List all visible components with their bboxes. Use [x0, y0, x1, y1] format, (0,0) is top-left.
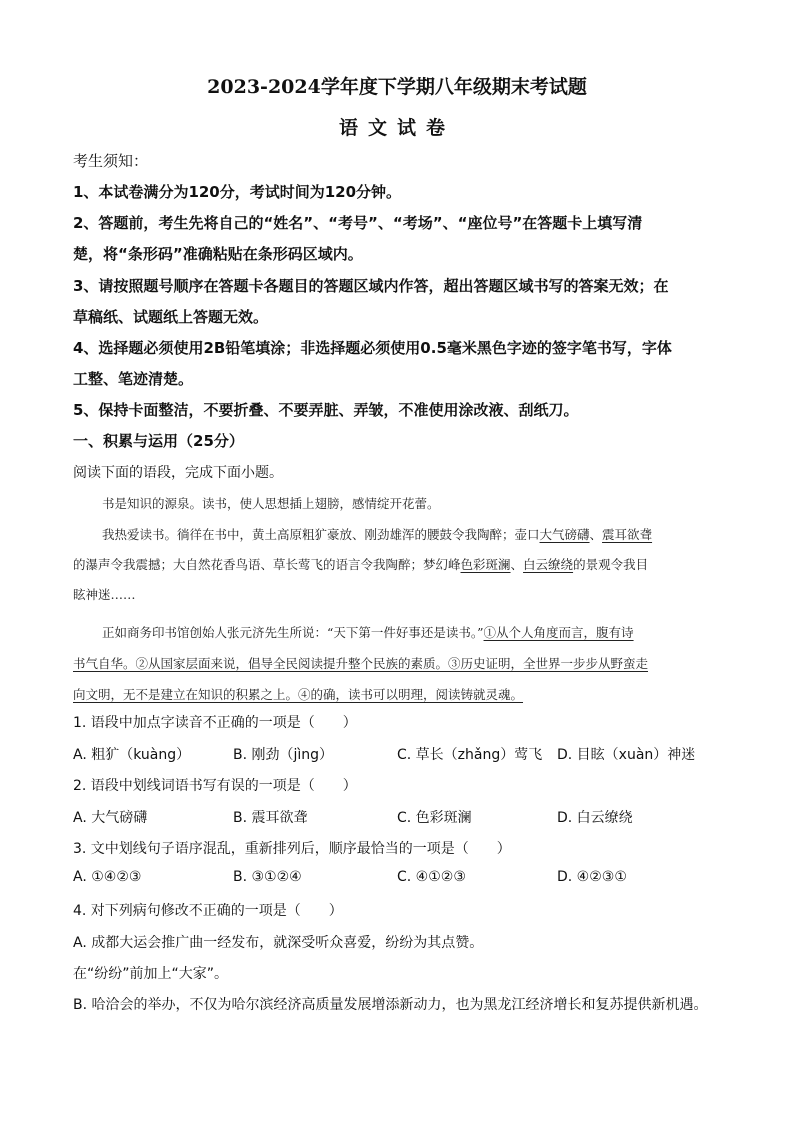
question-2-option-b[interactable]: B. 震耳欲聋	[233, 810, 308, 826]
underlined-sentence-2: 书气自华。②从国家层面来说，倡导全民阅读提升整个民族的素质。③历史证明，全世界一步步从野蛮走	[73, 656, 649, 671]
passage-text: 、	[589, 527, 603, 542]
question-3-option-c[interactable]: C. ④①②③	[397, 869, 466, 885]
passage-text: 的景观令我目	[573, 557, 649, 572]
question-2-option-c[interactable]: C. 色彩斑澜	[397, 810, 472, 826]
underlined-word-3: 色彩斑澜	[460, 557, 511, 572]
passage-line-3	[73, 555, 648, 573]
passage-text: 我热爱读书。徜徉在书中，黄土高原粗犷豪放、刚劲雄浑的腰鼓令我陶醉；壶口	[102, 527, 540, 542]
notice-item-5: 5、保持卡面整洁，不要折叠、不要弄脏、弄皱，不准使用涂改液、刮纸刀。	[73, 401, 579, 419]
passage-text: 正如商务印书馆创始人张元济先生所说：“天下第一件好事还是读书。”	[102, 625, 484, 640]
notice-item-2-cont: 楚，将“条形码”准确粘贴在条形码区域内。	[73, 245, 363, 263]
question-2-option-d[interactable]: D. 白云缭绕	[557, 810, 633, 826]
section-intro: 阅读下面的语段，完成下面小题。	[73, 465, 283, 481]
question-1-option-b[interactable]: B. 刚劲（jìng）	[233, 747, 334, 763]
passage-paragraph-1: 书是知识的源泉。读书，使人思想插上翅膀，感情绽开花蕾。	[102, 496, 440, 511]
question-2-option-a[interactable]: A. 大气磅礴	[73, 810, 148, 826]
passage-text: 的瀑声令我震撼；大自然花香鸟语、草长莺飞的语言令我陶醉；梦幻峰	[73, 557, 461, 572]
question-1-stem: 1. 语段中加点字读音不正确的一项是（ ）	[73, 715, 357, 731]
underlined-word-1: 大气磅礴	[539, 527, 590, 542]
notice-item-3: 3、请按照题号顺序在答题卡各题目的答题区域内作答，超出答题区域书写的答案无效；在	[73, 277, 669, 295]
question-1-option-a[interactable]: A. 粗犷（kuàng）	[73, 747, 191, 763]
question-4-option-a-fix: 在“纷纷”前加上“大家”。	[73, 966, 229, 982]
question-3-option-b[interactable]: B. ③①②④	[233, 869, 302, 885]
question-4-option-a[interactable]: A. 成都大运会推广曲一经发布，就深受听众喜爱，纷纷为其点赞。	[73, 935, 484, 951]
underlined-sentence-1: ①从个人角度而言，腹有诗	[483, 625, 634, 640]
question-4-stem: 4. 对下列病句修改不正确的一项是（ ）	[73, 903, 343, 919]
underlined-word-2: 震耳欲聋	[602, 527, 653, 542]
passage-line-4: 眩神迷……	[73, 587, 136, 602]
question-4-option-b[interactable]: B. 哈洽会的举办，不仅为哈尔滨经济高质量发展增添新动力，也为黑龙江经济增长和复苏提供新机遇。	[73, 997, 708, 1013]
notice-item-4-cont: 工整、笔迹清楚。	[73, 370, 194, 388]
notice-item-3-cont: 草稿纸、试题纸上答题无效。	[73, 308, 269, 326]
question-3-stem: 3. 文中划线句子语序混乱，重新排列后，顺序最恰当的一项是（ ）	[73, 841, 511, 857]
passage-text: 、	[510, 557, 524, 572]
exam-subtitle: 语文试卷	[338, 117, 455, 139]
question-1-option-c[interactable]: C. 草长（zhǎng）莺飞	[397, 747, 543, 763]
underlined-word-4: 白云缭绕	[523, 557, 574, 572]
question-3-option-a[interactable]: A. ①④②③	[73, 869, 142, 885]
question-3-option-d[interactable]: D. ④②③①	[557, 869, 627, 885]
question-2-stem: 2. 语段中划线词语书写有误的一项是（ ）	[73, 778, 357, 794]
passage-line-5	[102, 623, 634, 641]
notice-item-4: 4、选择题必须使用2B铅笔填涂；非选择题必须使用0.5毫米黑色字迹的签字笔书写，字体	[73, 339, 672, 357]
underlined-sentence-3: 向文明，无不是建立在知识的积累之上。④的确，读书可以明理，阅读铸就灵魂。	[73, 687, 524, 702]
section-heading: 一、积累与运用（25分）	[73, 432, 244, 450]
passage-line-2	[102, 525, 652, 543]
notice-item-1: 1、本试卷满分为120分，考试时间为120分钟。	[73, 183, 402, 201]
exam-title: 2023-2024学年度下学期八年级期末考试题	[207, 76, 587, 98]
notice-heading: 考生须知：	[73, 152, 149, 170]
question-1-option-d[interactable]: D. 目眩（xuàn）神迷	[557, 747, 696, 763]
notice-item-2: 2、答题前，考生先将自己的“姓名”、“考号”、“考场”、“座位号”在答题卡上填写清	[73, 214, 643, 232]
